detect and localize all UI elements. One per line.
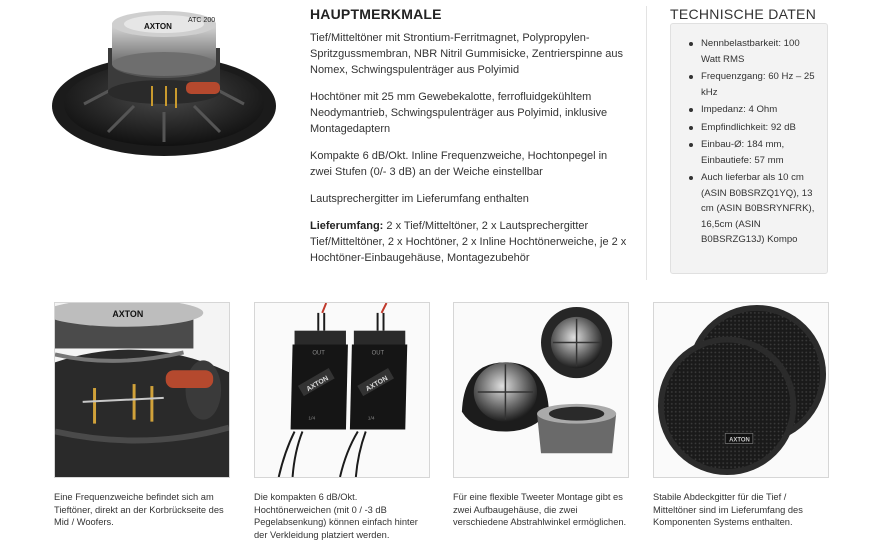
scope-label: Lieferumfang: (310, 220, 384, 232)
tile1-brand-logo: AXTON (112, 308, 144, 319)
tile-caption: Stabile Abdeckgitter für die Tief / Mitteltöner sind im Lieferumfang des Komponenten Systems enthalten. (653, 492, 803, 528)
feature-scope-of-delivery (310, 218, 630, 266)
tech-item-sensitivity: Empfindlichkeit: 92 dB (689, 120, 821, 136)
tech-item-impedance: Impedanz: 4 Ohm (689, 102, 821, 118)
tech-data-panel (670, 23, 828, 274)
tile-caption: Die kompakten 6 dB/Okt. Hochtönerweichen (mit 0 / -3 dB Pegelabsenkung) können einfach hinter der Verkleidung platziert werden. (254, 492, 418, 540)
crossover-logo-1: AXTON (305, 375, 330, 394)
tile-caption: Für eine flexible Tweeter Montage gibt es zwei Aufbaugehäuse, die zwei verschiedene Abstrahlwinkel ermöglichen. (453, 492, 627, 528)
crossover-logo-2: AXTON (364, 375, 390, 394)
tile-tweeter-housings-image (453, 302, 629, 478)
feature-woofer: Tief/Mitteltöner mit Strontium-Ferritmagnet, Polypropylen-Spritzgussmembran, NBR Nitril Gummisicke, Zentrierspinne aus Nomex, Schwingspulenträger aus Polyimid (310, 32, 623, 76)
tile-caption: Eine Frequenzweiche befindet sich am Tieftöner, direkt an der Korbrückseite des Mid / Woofers. (54, 492, 224, 528)
tile-grilles-image (653, 302, 829, 478)
crossover-level-label-2: 1/4 (367, 416, 375, 422)
tile-woofer-crossover-image (54, 302, 230, 478)
tech-data-list (689, 36, 821, 248)
tech-item-mounting: Einbau-Ø: 184 mm, Einbautiefe: 57 mm (689, 137, 821, 168)
tech-data-title: TECHNISCHE DATEN (670, 6, 817, 22)
features-title: HAUPTMERKMALE (310, 6, 442, 22)
main-features-section (310, 6, 630, 277)
tech-item-variants: Auch lieferbar als 10 cm (ASIN B0BSRZQ1YQ), 13 cm (ASIN B0BSRYNFRK), 16,5cm (ASIN B0BSRZG13J) Kompo (689, 170, 821, 248)
tech-item-frequency: Frequenzgang: 60 Hz – 25 kHz (689, 69, 821, 100)
model-label: ATC 200 (188, 17, 216, 24)
grille-logo: AXTON (729, 437, 750, 444)
feature-crossover: Kompakte 6 dB/Okt. Inline Frequenzweiche, Hochtonpegel in zwei Stufen (0/- 3 dB) an der Weiche einstellbar (310, 150, 608, 178)
crossover-out-label-1: OUT (312, 350, 325, 357)
feature-tweeter: Hochtöner mit 25 mm Gewebekalotte, ferrofluidgekühltem Neodymantrieb, Schwingspulenträger aus Polyimid, inklusive Montagedaptern (310, 91, 608, 135)
tile-crossover-boxes-image (254, 302, 430, 478)
column-divider (646, 6, 647, 280)
scope-text: 2 x Tief/Mitteltöner, 2 x Lautsprechergitter Tief/Mitteltöner, 2 x Hochtöner, 2 x Inline Hochtönerweiche, je 2 x Hochtöner-Einbaugehäuse, Montagezubehör (310, 220, 627, 264)
crossover-level-label-1: 1/4 (308, 416, 316, 422)
brand-logo: AXTON (144, 22, 172, 31)
woofer-product-image (48, 8, 280, 160)
feature-grille: Lautsprechergitter im Lieferumfang enthalten (310, 193, 529, 205)
tech-item-power: Nennbelastbarkeit: 100 Watt RMS (689, 36, 821, 67)
crossover-out-label-2: OUT (371, 350, 385, 357)
